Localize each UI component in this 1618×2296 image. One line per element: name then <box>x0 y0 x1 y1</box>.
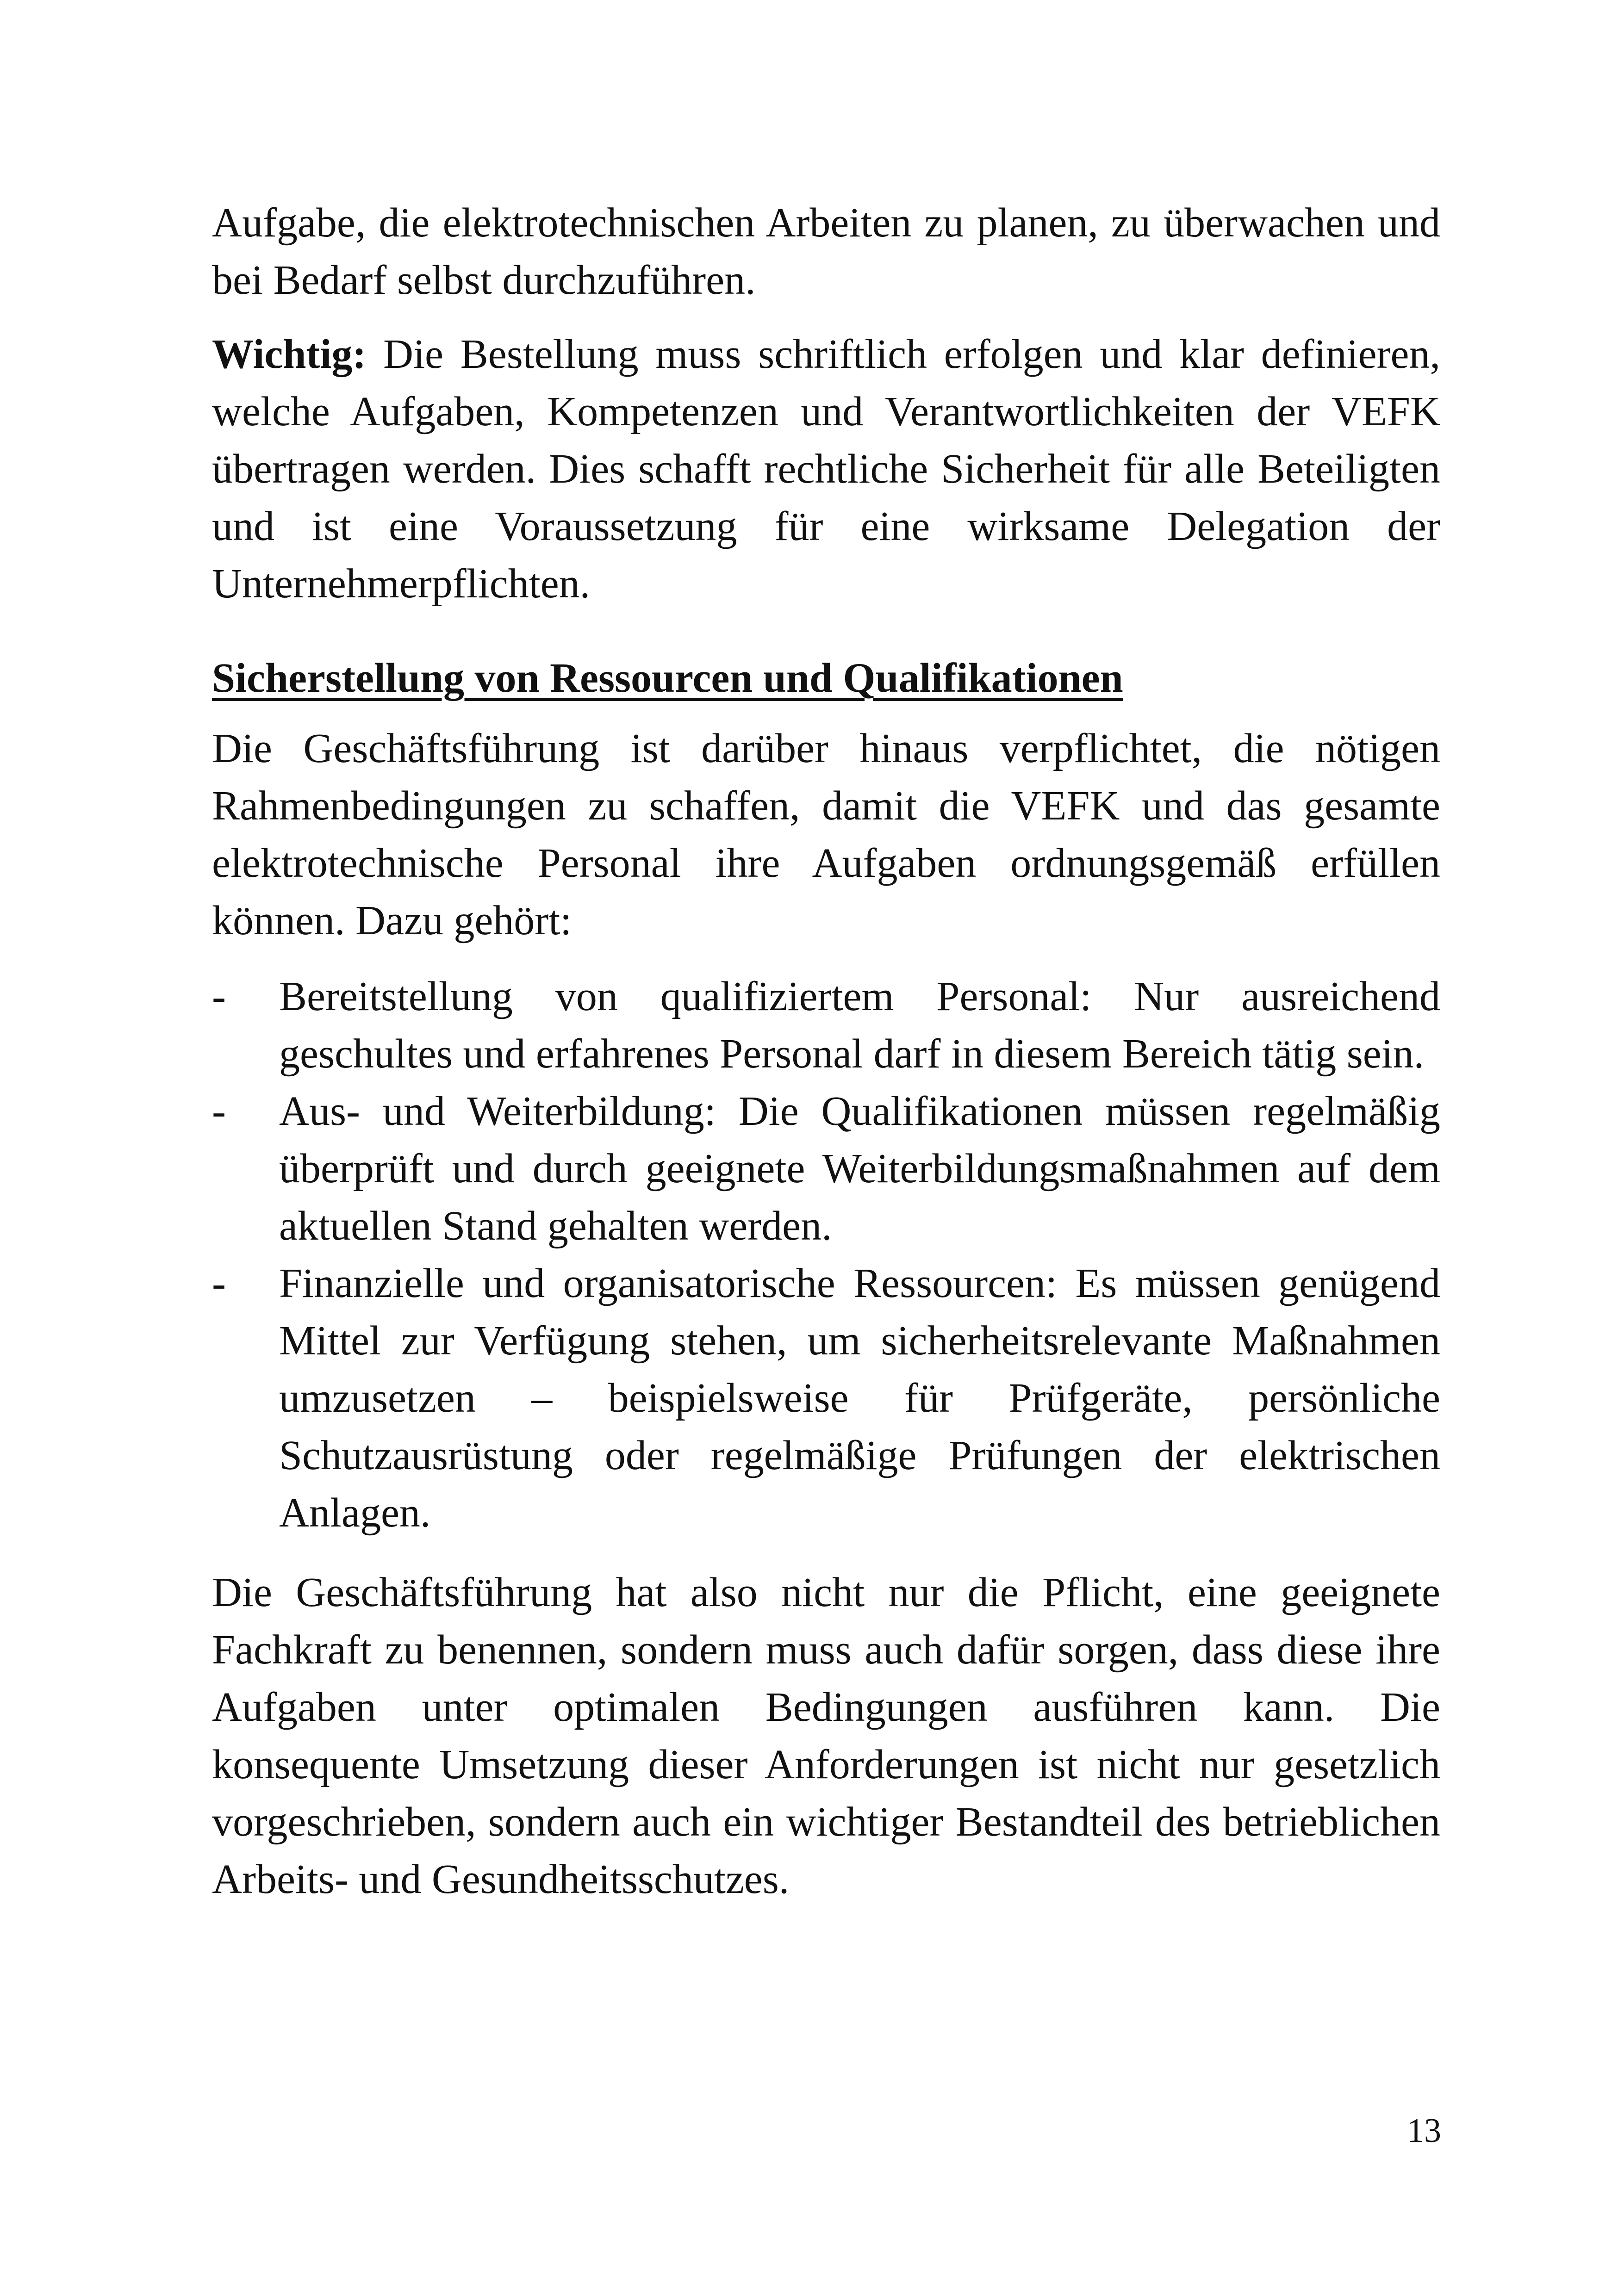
conclusion-paragraph: Die Geschäftsführung hat also nicht nur die Pflicht, eine geeignete Fachkraft zu benennen, sondern muss auch dafür sorgen, dass diese ihre Aufgaben unter optimalen Bedingungen ausführen kann. Die konsequente Umsetzung dieser Anforderungen ist nicht nur gesetzlich vorgeschrieben, sondern auch ein wichtiger Bestandteil des betrieblichen Arbeits- und Gesundheitsschutzes. <box>212 1570 1440 1902</box>
list-item-text: Bereitstellung von qualifiziertem Personal: Nur ausreichend geschultes und erfahrenes Personal darf in diesem Bereich tätig sein. <box>279 974 1440 1077</box>
important-label: Wichtig: <box>212 331 367 377</box>
list-item <box>212 968 1440 1083</box>
section-intro-paragraph: Die Geschäftsführung ist darüber hinaus verpflichtet, die nötigen Rahmenbedingungen zu schaffen, damit die VEFK und das gesamte elektrotechnische Personal ihre Aufgaben ordnungsgemäß erfüllen können. Dazu gehört: <box>212 726 1440 943</box>
list-item <box>212 1255 1440 1542</box>
list-item <box>212 1083 1440 1255</box>
section-heading: Sicherstellung von Ressourcen und Qualifikationen <box>212 655 1123 701</box>
page-body <box>212 194 1440 1908</box>
list-item-marker: - <box>212 974 226 1019</box>
important-text: Die Bestellung muss schriftlich erfolgen und klar definieren, welche Aufgaben, Kompetenzen und Verantwortlichkeiten der VEFK übertragen werden. Dies schafft rechtliche Sicherheit für alle Beteiligten und ist eine Voraussetzung für eine wirksame Delegation der Unternehmerpflichten. <box>212 331 1440 607</box>
requirements-list <box>212 968 1440 1542</box>
intro-paragraph: Aufgabe, die elektrotechnischen Arbeiten zu planen, zu überwachen und bei Bedarf selbst durchzuführen. <box>212 200 1440 303</box>
list-item-marker: - <box>212 1260 226 1306</box>
list-item-text: Aus- und Weiterbildung: Die Qualifikationen müssen regelmäßig überprüft und durch geeignete Weiterbildungsmaßnahmen auf dem aktuellen Stand gehalten werden. <box>279 1088 1440 1249</box>
important-paragraph <box>212 326 1440 613</box>
list-item-text: Finanzielle und organisatorische Ressourcen: Es müssen genügend Mittel zur Verfügung stehen, um sicherheitsrelevante Maßnahmen umzusetzen – beispielsweise für Prüfgeräte, persönliche Schutzausrüstung oder regelmäßige Prüfungen der elektrischen Anlagen. <box>279 1260 1440 1536</box>
list-item-marker: - <box>212 1088 226 1134</box>
page-number: 13 <box>1407 2112 1441 2150</box>
